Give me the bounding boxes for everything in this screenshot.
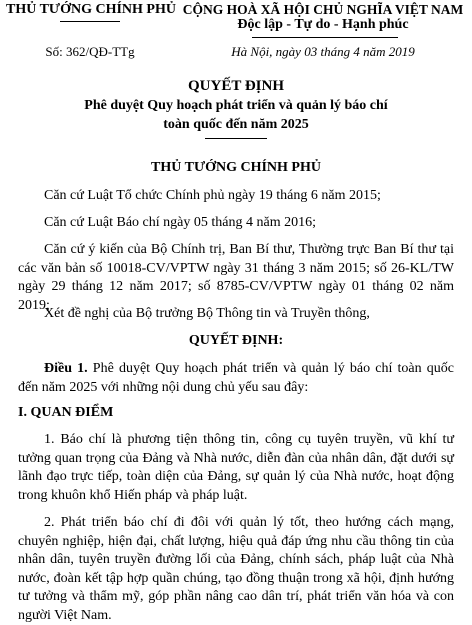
- article-1-text: Phê duyệt Quy hoạch phát triển và quản lý báo chí toàn quốc đến năm 2025 với những nội dung chủ yếu sau đây:: [18, 361, 454, 395]
- document-subtitle-line2: toàn quốc đến năm 2025: [163, 117, 309, 132]
- article-1-label: Điều 1.: [44, 361, 88, 376]
- document-number: Số: 362/QĐ-TTg: [45, 44, 135, 59]
- proposal-clause: Xét đề nghị của Bộ trưởng Bộ Thông tin và Truyền thông,: [44, 306, 370, 321]
- motto-underline: [252, 37, 398, 38]
- issuer-underline: [60, 21, 120, 22]
- title-underline: [205, 138, 267, 139]
- national-title: CỘNG HOÀ XÃ HỘI CHỦ NGHĨA VIỆT NAM: [182, 2, 464, 17]
- place-and-date: Hà Nội, ngày 03 tháng 4 năm 2019: [231, 44, 415, 59]
- document-subtitle-line1: Phê duyệt Quy hoạch phát triển và quản lý báo chí: [84, 98, 388, 113]
- decision-heading: QUYẾT ĐỊNH:: [188, 333, 284, 348]
- issuer-name: THỦ TƯỚNG CHÍNH PHỦ: [6, 2, 176, 17]
- national-motto: Độc lập - Tự do - Hạnh phúc: [237, 17, 409, 32]
- section-paragraph-1: 1. Báo chí là phương tiện thông tin, công cụ tuyên truyền, vũ khí tư tưởng quan trọng của Đảng và Nhà nước, diễn đàn của nhân dân, đặt dưới sự lãnh đạo trực tiếp, toàn diện của Đảng, sự quản lý của Nhà nước, hoạt động trong khuôn khổ Hiến pháp và pháp luật.: [18, 432, 454, 503]
- document-type-heading: QUYẾT ĐỊNH: [188, 78, 284, 94]
- article-1: [18, 360, 454, 397]
- section-paragraph-2: 2. Phát triển báo chí đi đôi với quản lý tốt, theo hướng cách mạng, chuyên nghiệp, hiện đại, chất lượng, hiệu quả đáp ứng nhu cầu thông tin của nhân dân, tuyên truyền đường lối của Đảng, chính sách, pháp luật của Nhà nước, đoàn kết tập hợp quần chúng, tạo đồng thuận trong xã hội, định hướng tư tưởng và thẩm mỹ, góp phần nâng cao dân trí, phát triển văn hóa và con người Việt Nam.: [18, 515, 454, 623]
- legal-basis-1: Căn cứ Luật Tổ chức Chính phủ ngày 19 tháng 6 năm 2015;: [44, 188, 381, 203]
- legal-basis-3: Căn cứ ý kiến của Bộ Chính trị, Ban Bí thư, Thường trực Ban Bí thư tại các văn bản số 10018-CV/VPTW ngày 31 tháng 3 năm 2015; số 26-KL/TW ngày 29 tháng 12 năm 2017; số 8785-CV/VPTW ngày 01 tháng 02 năm 2019;: [18, 242, 454, 313]
- section-heading: I. QUAN ĐIỂM: [18, 405, 114, 420]
- issuing-authority: THỦ TƯỚNG CHÍNH PHỦ: [151, 160, 321, 175]
- legal-basis-2: Căn cứ Luật Báo chí ngày 05 tháng 4 năm 2016;: [44, 215, 316, 230]
